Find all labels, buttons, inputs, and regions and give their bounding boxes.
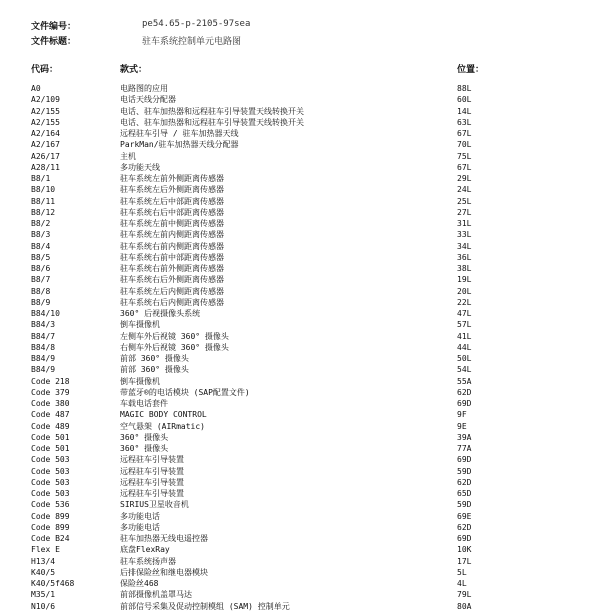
code-cell: B84/9 (31, 354, 56, 363)
code-cell: K40/5 (31, 567, 56, 577)
file-title-value: 驻车系统控制单元电路图 (142, 37, 242, 47)
code-cell: Code 501 (31, 432, 70, 442)
code-cell: B8/12 (31, 207, 56, 217)
code-cell: B8/9 (31, 297, 51, 307)
description-cell: 主机 (120, 151, 136, 161)
description-cell: MAGIC BODY CONTROL (120, 410, 207, 420)
table-row (0, 151, 600, 162)
position-cell: 50L (457, 354, 472, 363)
code-cell: B84/10 (31, 309, 60, 318)
code-cell: Code 899 (31, 522, 70, 532)
description-cell: 驻车系统右前外侧距离传感器 (120, 264, 224, 273)
table-row (0, 286, 600, 297)
position-cell: 47L (457, 309, 472, 318)
table-row (0, 387, 600, 398)
position-cell: 20L (457, 286, 472, 296)
table-row (0, 297, 600, 308)
table-row (0, 94, 600, 105)
code-cell: A28/11 (31, 162, 60, 172)
description-cell: 车载电话套件 (120, 399, 168, 408)
position-cell: 80A (457, 601, 472, 611)
description-cell: 远程驻车引导装置 (120, 477, 184, 487)
table-row (0, 319, 600, 330)
position-cell: 54L (457, 365, 472, 375)
description-cell: 电话、驻车加热器和远程驻车引导装置天线转换开关 (120, 117, 304, 127)
table-row (0, 601, 600, 612)
position-cell: 59D (457, 466, 472, 476)
table-row (0, 184, 600, 195)
description-cell: 驻车系统右后中部距离传感器 (120, 207, 224, 217)
position-cell: 65D (457, 489, 472, 498)
description-cell: 驻车系统左前中侧距离传感器 (120, 219, 224, 228)
code-cell: B8/11 (31, 196, 56, 206)
position-cell: 57L (457, 320, 472, 330)
table-row (0, 398, 600, 409)
table-row (0, 533, 600, 544)
position-cell: 33L (457, 230, 472, 240)
table-row (0, 241, 600, 252)
position-cell: 75L (457, 151, 472, 161)
table-row (0, 353, 600, 364)
description-cell: 驻车加热器无线电遥控器 (120, 534, 208, 543)
table-row (0, 139, 600, 150)
description-cell: 多功能电话 (120, 522, 160, 532)
position-cell: 29L (457, 174, 472, 183)
description-cell: 远程驻车引导装置 (120, 489, 184, 498)
description-cell: 360° 摄像头 (120, 432, 169, 442)
position-cell: 79L (457, 590, 472, 600)
table-row (0, 443, 600, 454)
column-header-description: 款式： (120, 65, 148, 75)
table-row (0, 196, 600, 207)
table-row (0, 567, 600, 578)
code-cell: A2/109 (31, 95, 60, 105)
code-cell: Code 501 (31, 444, 70, 453)
code-cell: A26/17 (31, 151, 60, 161)
table-row (0, 477, 600, 488)
description-cell: 驻车系统右后内侧距离传感器 (120, 297, 224, 307)
code-cell: Code 503 (31, 455, 70, 465)
description-cell: 360° 摄像头 (120, 444, 169, 453)
position-cell: 62D (457, 477, 472, 487)
position-cell: 36L (457, 252, 472, 262)
code-cell: Code 379 (31, 387, 70, 397)
table-row (0, 432, 600, 443)
description-cell: 远程驻车引导装置 (120, 455, 184, 465)
description-cell: 多功能天线 (120, 162, 160, 172)
position-cell: 69E (457, 511, 472, 521)
description-cell: 电路图的应用 (120, 84, 168, 93)
code-cell: Code 380 (31, 399, 70, 408)
description-cell: 倒车摄像机 (120, 320, 160, 330)
table-row (0, 128, 600, 139)
position-cell: 41L (457, 331, 472, 341)
table-row (0, 218, 600, 229)
position-cell: 69D (457, 399, 472, 408)
code-cell: A0 (31, 84, 41, 93)
code-cell: B8/1 (31, 174, 51, 183)
code-cell: A2/155 (31, 106, 60, 116)
position-cell: 62D (457, 522, 472, 532)
position-cell: 31L (457, 219, 472, 228)
position-cell: 34L (457, 241, 472, 251)
position-cell: 39A (457, 432, 472, 442)
code-cell: Code 503 (31, 477, 70, 487)
code-cell: B8/2 (31, 219, 51, 228)
description-cell: 360° 后视摄像头系统 (120, 309, 201, 318)
code-cell: B8/4 (31, 241, 51, 251)
table-row (0, 409, 600, 420)
table-row (0, 274, 600, 285)
position-cell: 17L (457, 556, 472, 566)
description-cell: 带蓝牙®的电话模块 (SAP配置文件) (120, 387, 250, 397)
description-cell: 驻车系统左后中部距离传感器 (120, 196, 224, 206)
description-cell: 驻车系统右前内侧距离传感器 (120, 241, 224, 251)
position-cell: 77A (457, 444, 472, 453)
table-row (0, 376, 600, 387)
table-row (0, 522, 600, 533)
table-row (0, 454, 600, 465)
position-cell: 5L (457, 567, 467, 577)
code-cell: Code 218 (31, 376, 70, 386)
description-cell: 远程驻车引导装置 (120, 466, 184, 476)
description-cell: 驻车系统左后外侧距离传感器 (120, 185, 224, 195)
file-number-value: pe54.65-p-2105-97sea (142, 19, 251, 29)
description-cell: ParkMan/驻车加热器天线分配器 (120, 140, 239, 150)
file-title-label: 文件标题： (31, 37, 77, 47)
code-cell: B84/8 (31, 342, 56, 352)
code-cell: A2/167 (31, 140, 60, 150)
position-cell: 62D (457, 387, 472, 397)
code-cell: N10/6 (31, 601, 56, 611)
position-cell: 38L (457, 264, 472, 273)
position-cell: 27L (457, 207, 472, 217)
code-cell: B84/9 (31, 365, 56, 375)
position-cell: 22L (457, 297, 472, 307)
description-cell: 驻车系统左前外侧距离传感器 (120, 174, 224, 183)
column-header-code: 代码： (31, 65, 59, 75)
table-row (0, 162, 600, 173)
description-cell: 右侧车外后视镜 360° 摄像头 (120, 342, 229, 352)
code-cell: Code 489 (31, 421, 70, 431)
position-cell: 9F (457, 410, 467, 420)
description-cell: 多功能电话 (120, 511, 160, 521)
code-cell: K40/5f468 (31, 579, 75, 588)
table-row (0, 421, 600, 432)
table-row (0, 263, 600, 274)
description-cell: 驻车系统扬声器 (120, 556, 176, 566)
description-cell: 空气悬架 (AIRmatic) (120, 421, 205, 431)
table-row (0, 511, 600, 522)
description-cell: 驻车系统右后外侧距离传感器 (120, 275, 224, 285)
code-cell: B8/3 (31, 230, 51, 240)
code-cell: Code 503 (31, 466, 70, 476)
description-cell: 前部信号采集及促动控制模组 (SAM) 控制单元 (120, 601, 290, 611)
position-cell: 55A (457, 376, 472, 386)
table-row (0, 364, 600, 375)
position-cell: 4L (457, 579, 467, 588)
position-cell: 19L (457, 275, 472, 285)
description-cell: 前部 360° 摄像头 (120, 354, 189, 363)
position-cell: 9E (457, 421, 467, 431)
code-cell: B8/8 (31, 286, 51, 296)
position-cell: 44L (457, 342, 472, 352)
description-cell: 保险丝468 (120, 579, 159, 588)
code-cell: B84/7 (31, 331, 56, 341)
description-cell: 电话、驻车加热器和远程驻车引导装置天线转换开关 (120, 106, 304, 116)
position-cell: 25L (457, 196, 472, 206)
position-cell: 63L (457, 117, 472, 127)
description-cell: 前部 360° 摄像头 (120, 365, 189, 375)
code-cell: Code 487 (31, 410, 70, 420)
position-cell: 10K (457, 545, 472, 555)
table-row (0, 331, 600, 342)
component-table (0, 83, 600, 612)
code-cell: Code 536 (31, 500, 70, 510)
table-row (0, 556, 600, 567)
code-cell: Code 503 (31, 489, 70, 498)
description-cell: 前部摄像机盖罩马达 (120, 590, 192, 600)
table-row (0, 229, 600, 240)
description-cell: 左侧车外后视镜 360° 摄像头 (120, 331, 229, 341)
position-cell: 69D (457, 455, 472, 465)
table-row (0, 207, 600, 218)
position-cell: 67L (457, 129, 472, 138)
column-header-position: 位置： (457, 65, 485, 75)
table-row (0, 466, 600, 477)
table-row (0, 544, 600, 555)
description-cell: 后排保险丝和继电器模块 (120, 567, 208, 577)
table-row (0, 499, 600, 510)
code-cell: B8/5 (31, 252, 51, 262)
code-cell: H13/4 (31, 556, 56, 566)
position-cell: 69D (457, 534, 472, 543)
table-row (0, 342, 600, 353)
code-cell: B8/6 (31, 264, 51, 273)
table-row (0, 589, 600, 600)
position-cell: 88L (457, 84, 472, 93)
table-row (0, 83, 600, 94)
table-row (0, 308, 600, 319)
description-cell: 驻车系统右前中部距离传感器 (120, 252, 224, 262)
code-cell: B8/7 (31, 275, 51, 285)
table-row (0, 117, 600, 128)
position-cell: 14L (457, 106, 472, 116)
table-row (0, 578, 600, 589)
code-cell: Code 899 (31, 511, 70, 521)
description-cell: 底盘FlexRay (120, 545, 170, 555)
description-cell: SIRIUS卫星收音机 (120, 500, 189, 510)
position-cell: 70L (457, 140, 472, 150)
position-cell: 59D (457, 500, 472, 510)
code-cell: M35/1 (31, 590, 56, 600)
code-cell: Code B24 (31, 534, 70, 543)
table-row (0, 252, 600, 263)
description-cell: 驻车系统左前内侧距离传感器 (120, 230, 224, 240)
table-row (0, 173, 600, 184)
code-cell: B8/10 (31, 185, 56, 195)
code-cell: A2/155 (31, 117, 60, 127)
table-row (0, 488, 600, 499)
description-cell: 驻车系统左后内侧距离传感器 (120, 286, 224, 296)
description-cell: 远程驻车引导 / 驻车加热器天线 (120, 129, 239, 138)
table-row (0, 106, 600, 117)
description-cell: 电话天线分配器 (120, 95, 176, 105)
code-cell: A2/164 (31, 129, 60, 138)
description-cell: 倒车摄像机 (120, 376, 160, 386)
code-cell: B84/3 (31, 320, 56, 330)
position-cell: 67L (457, 162, 472, 172)
position-cell: 60L (457, 95, 472, 105)
position-cell: 24L (457, 185, 472, 195)
code-cell: Flex E (31, 545, 60, 555)
file-number-label: 文件编号： (31, 22, 77, 32)
